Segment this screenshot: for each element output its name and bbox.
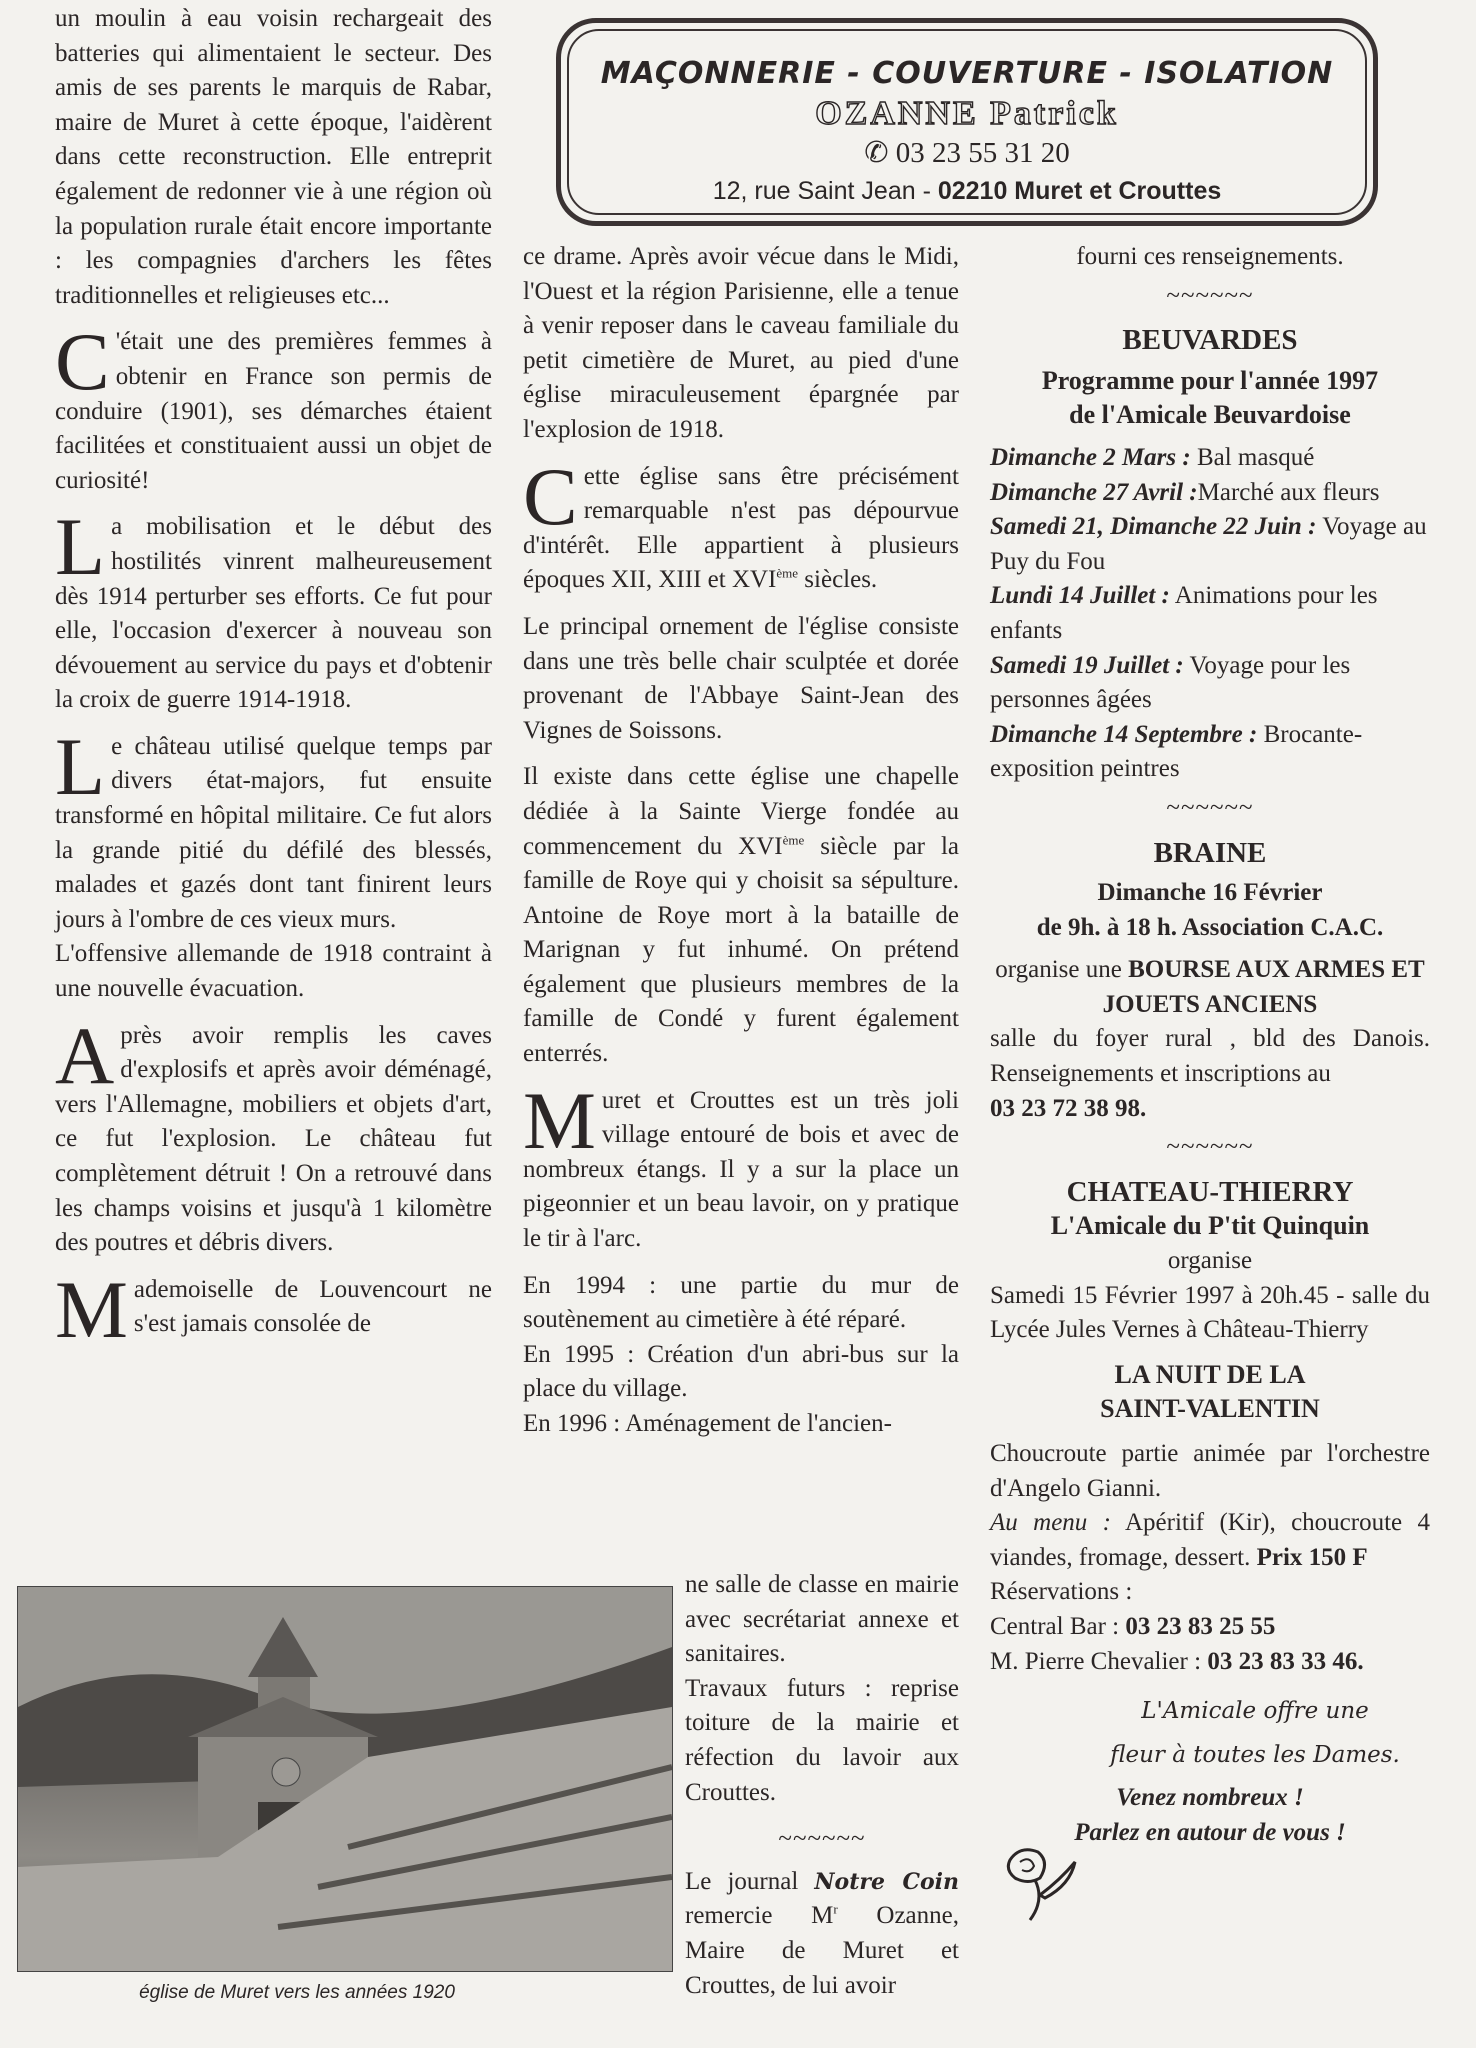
closing-line: Parlez en autour de vous ! [1074,1818,1346,1846]
section-title-chateau-thierry: CHATEAU-THIERRY [1066,1175,1354,1208]
braine-event [990,953,1430,1022]
paragraph [523,450,959,598]
drop-cap: C [55,316,110,408]
paragraph: L'offensive allemande de 1918 contraint à une nouvelle évacuation. [55,940,492,1003]
ad-phone: ✆ 03 23 55 31 20 [864,137,1070,169]
ad-address [569,171,1365,211]
photo-caption: église de Muret vers les années 1920 [139,1982,455,2003]
paragraph: fourni ces renseignements. [1076,243,1344,270]
script-message [1080,1689,1430,1777]
program-subtitle: de l'Amicale Beuvardoise [1069,400,1351,430]
event-item [990,649,1430,718]
event-date: Dimanche 2 Mars : [990,443,1191,471]
rose-icon [1000,1840,1090,1930]
paragraph: En 1995 : Création d'un abri-bus sur la place du village. [523,1340,959,1403]
chateau-menu [990,1506,1430,1575]
journal-name: Notre Coin [814,1868,959,1895]
event-item [990,718,1430,787]
braine-location: salle du foyer rural , bld des Danois. Renseignements et inscriptions au [990,1025,1430,1088]
event-date: Samedi 19 Juillet : [990,651,1184,679]
chateau-description: Choucroute partie animée par l'orchestre d'Angelo Gianni. [990,1440,1430,1502]
drop-cap: C [523,450,578,542]
church-photo [17,1586,673,1972]
event-date: Dimanche 14 Septembre : [990,720,1258,748]
paragraph-text: ademoiselle de Louvencourt ne s'est jamais consolée de [133,1275,492,1338]
contact-name: M. Pierre Chevalier : [990,1647,1208,1675]
contact-2 [990,1645,1430,1680]
paragraph [55,720,492,938]
paragraph-text: siècles. [798,566,878,594]
event-title: LA NUIT DE LA [1114,1359,1306,1389]
paragraph: En 1996 : Aménagement de l'ancien- [523,1410,892,1437]
braine-phone: 03 23 72 38 98. [990,1094,1147,1122]
separator: ~~~~~~ [778,1825,866,1853]
paragraph [55,501,492,718]
paragraph: ce drame. Après avoir vécue dans le Midi, l'Ouest et la région Parisienne, elle a tenue à venir reposer dans le caveau familiale du petit cimetière de Muret, au pied d'une église miraculeusement épargnée par l'explosion de 1918. [523,243,959,443]
paragraph [685,1865,959,2003]
paragraph-text: Le journal [685,1867,815,1895]
ad-city: 02210 Muret et Crouttes [937,177,1222,205]
event-date: Lundi 14 Juillet : [990,582,1170,610]
separator: ~~~~~~ [1166,281,1254,309]
paragraph: Le principal ornement de l'église consiste dans une très belle chair sculptée et dorée provenant de l'Abbaye Saint-Jean des Vignes de Soissons. [523,612,959,744]
paragraph-text: Il existe dans cette église une chapelle dédiée à la Sainte Vierge fondée au commencement du XVI [523,763,959,860]
drop-cap: L [55,501,106,593]
contact-phone: 03 23 83 25 55 [1125,1612,1276,1640]
drop-cap: L [55,720,106,812]
paragraph: un moulin à eau voisin rechargeait des batteries qui alimentaient le secteur. Des amis de ses parents le marquis de Rabar, maire de Muret à cette époque, l'aidèrent dans cette reconstruction. Elle entreprit également de redonner vie à une région où la population rurale était encore importante : les compagnies d'archers les fêtes traditionnelles et religieuses etc... [55,5,492,309]
paragraph [523,1074,959,1257]
paragraph-text: ette église sans être précisément remarquable n'est pas dépourvue d'intérêt. Elle appartient à plusieurs époques XII, XIII et XVI [523,462,959,594]
event-text: Animations pour les enfants [990,582,1378,644]
paragraph-text: Ozanne, Maire de Muret et Crouttes, de lui avoir [685,1902,959,1999]
paragraph [55,1263,492,1355]
chateau-organise: organise [1167,1247,1253,1275]
paragraph-text: siècle par la famille de Roye qui y choisit sa sépulture. Antoine de Roye mort à la bataille de Marignan y fut inhumé. On prétend également que plusieurs membres de la famille de Condé y furent également enterrés. [523,832,959,1068]
paragraph [55,1009,492,1261]
script-line: L'Amicale offre une [1141,1698,1369,1725]
event-item [990,510,1430,579]
paragraph [55,316,492,498]
drop-cap: A [55,1009,115,1101]
paragraph: En 1994 : une partie du mur de soutènement au cimetière à été réparé. [523,1271,959,1334]
event-text: Voyage au Puy du Fou [990,513,1427,575]
chateau-date: Samedi 15 Février 1997 à 20h.45 - salle du Lycée Jules Vernes à Château-Thierry [990,1281,1430,1344]
braine-time: de 9h. à 18 h. Association C.A.C. [1036,913,1384,941]
paragraph-text: e château utilisé quelque temps par divers état-majors, fut ensuite transformé en hôpital militaire. Ce fut alors la grande pitié du défilé des blessés, malades et gazés dont tant finirent leurs jours à l'ombre de ces vieux murs. [55,732,492,933]
menu-label: Au menu : [990,1509,1111,1537]
superscript: ème [782,832,805,848]
ad-street: 12, rue Saint Jean - [712,177,938,205]
section-title-braine: BRAINE [1153,836,1267,869]
column-2-narrow [685,1568,959,2015]
event-text: Voyage pour les personnes âgées [990,651,1351,714]
paragraph-text: a mobilisation et le début des hostilités vinrent malheureusement dès 1914 perturber ses efforts. Ce fut pour elle, l'occasion d'exercer à nouveau son dévouement au service du pays et d'obtenir la croix de guerre 1914-1918. [55,513,492,714]
event-item [990,579,1430,648]
drop-cap: M [523,1074,596,1166]
text: organise une [995,956,1129,984]
event-item [990,476,1430,511]
ad-services: MAÇONNERIE - COUVERTURE - ISOLATION [600,56,1334,91]
menu-text: Apéritif (Kir), choucroute 4 viandes, fromage, dessert. [990,1509,1430,1571]
column-3 [990,240,1430,1850]
event-title: SAINT-VALENTIN [1100,1394,1320,1424]
ad-name: OZANNE Patrick [815,95,1119,132]
event-date: Samedi 21, Dimanche 22 Juin : [990,513,1317,541]
section-title-beuvardes: BEUVARDES [1122,324,1298,357]
event-text: Brocante-exposition peintres [990,720,1363,783]
paragraph: ne salle de classe en mairie avec secrétariat annexe et sanitaires. [685,1571,959,1668]
chateau-subtitle: L'Amicale du P'tit Quinquin [1050,1211,1370,1241]
church-ruins-image [18,1587,672,1971]
contact-name: Central Bar : [990,1612,1126,1640]
event-date: Dimanche 27 Avril : [990,478,1198,506]
drop-cap: M [55,1263,128,1355]
separator: ~~~~~~ [1166,793,1254,821]
paragraph-text: 'était une des premières femmes à obtenir en France son permis de conduire (1901), ses démarches étaient facilitées et constituaient aussi un objet de curiosité! [55,328,492,494]
price: Prix 150 F [1256,1543,1368,1571]
reservations-label: Réservations : [990,1578,1133,1606]
event-list [990,441,1430,787]
superscript: ème [776,566,799,582]
braine-date: Dimanche 16 Février [1097,879,1323,907]
column-2 [523,240,959,1442]
superscript: r [833,1902,838,1918]
event-text: Marché aux fleurs [1197,478,1380,506]
event-text: Bal masqué [1190,443,1315,471]
advertisement-box [556,18,1378,226]
closing-line: Venez nombreux ! [1116,1784,1304,1812]
program-subtitle: Programme pour l'année 1997 [1041,365,1379,395]
event-name: BOURSE AUX ARMES ET JOUETS ANCIENS [1102,956,1425,1018]
contact-phone: 03 23 83 33 46. [1207,1647,1364,1675]
paragraph [523,760,959,1071]
script-line: fleur à toutes les Dames. [1110,1742,1400,1769]
contact-1 [990,1610,1430,1645]
paragraph: Travaux futurs : reprise toiture de la mairie et réfection du lavoir aux Crouttes. [685,1674,959,1806]
separator: ~~~~~~ [1166,1133,1254,1161]
column-1 [55,2,492,1354]
event-item [990,441,1430,476]
paragraph-text: remercie M [685,1902,834,1930]
paragraph-text: près avoir remplis les caves d'explosifs et après avoir déménagé, vers l'Allemagne, mobiliers et objets d'art, ce fut l'explosion. Le château fut complètement détruit ! On a retrouvé dans les champs voisins et jusqu'à 1 kilomètre des poutres et débris divers. [55,1021,492,1257]
paragraph-text: uret et Crouttes est un très joli village entouré de bois et avec de nombreux étangs. Il y a sur la place un pigeonnier et un beau lavoir, on y pratique le tir à l'arc. [523,1086,959,1253]
